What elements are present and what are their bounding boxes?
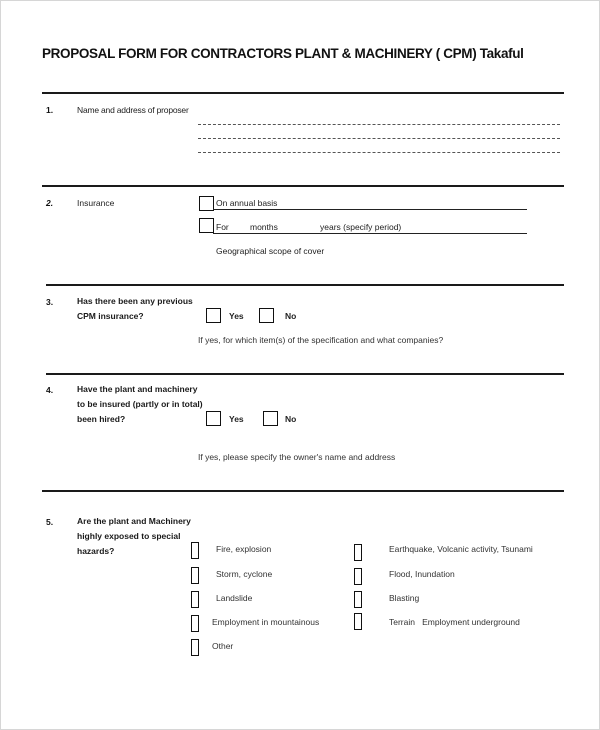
hazard-underground-checkbox[interactable]	[354, 613, 362, 630]
hazard-flood-checkbox[interactable]	[354, 568, 362, 585]
section-5-question-line-3: hazards?	[77, 546, 115, 556]
section-4-number: 4.	[46, 385, 54, 395]
period-underline[interactable]	[213, 233, 527, 234]
hazard-flood-label: Flood, Inundation	[389, 569, 455, 579]
section-3-number: 3.	[46, 297, 54, 307]
hired-no-label: No	[285, 414, 297, 424]
section-3-question-line-1: Has there been any previous	[77, 296, 193, 306]
section-divider	[42, 490, 564, 492]
proposer-address-line-2[interactable]	[198, 138, 560, 139]
proposer-address-line-1[interactable]	[198, 124, 560, 125]
section-4-question-line-3: been hired?	[77, 414, 126, 424]
proposer-address-line-3[interactable]	[198, 152, 560, 153]
hazard-blasting-label: Blasting	[389, 593, 420, 603]
section-divider	[42, 185, 564, 187]
section-divider	[46, 373, 564, 375]
hazard-blasting-checkbox[interactable]	[354, 591, 362, 608]
previous-cpm-no-checkbox[interactable]	[259, 308, 274, 323]
hazard-landslide-checkbox[interactable]	[191, 591, 199, 608]
hazard-earthquake-checkbox[interactable]	[354, 544, 362, 561]
section-5-question-line-2: highly exposed to special	[77, 531, 181, 541]
annual-basis-checkbox[interactable]	[199, 196, 214, 211]
annual-basis-label: On annual basis	[216, 198, 278, 208]
hazard-storm-label: Storm, cyclone	[216, 569, 273, 579]
hazard-other-checkbox[interactable]	[191, 639, 199, 656]
hazard-underground-label: Terrain Employment underground	[389, 617, 520, 627]
hired-yes-label: Yes	[229, 414, 244, 424]
section-divider	[42, 92, 564, 94]
previous-cpm-yes-label: Yes	[229, 311, 244, 321]
section-5-question-line-1: Are the plant and Machinery	[77, 516, 191, 526]
hired-no-checkbox[interactable]	[263, 411, 278, 426]
annual-basis-underline	[213, 209, 527, 210]
hired-owner-note: If yes, please specify the owner's name and address	[198, 452, 396, 462]
previous-cpm-no-label: No	[285, 311, 297, 321]
period-for-label: For	[216, 222, 229, 232]
document-title: PROPOSAL FORM FOR CONTRACTORS PLANT & MACHINERY ( CPM) Takaful	[42, 46, 524, 61]
previous-cpm-yes-checkbox[interactable]	[206, 308, 221, 323]
previous-cpm-note: If yes, for which item(s) of the specification and what companies?	[198, 335, 444, 345]
hazard-fire-label: Fire, explosion	[216, 544, 272, 554]
hazard-storm-checkbox[interactable]	[191, 567, 199, 584]
hazard-fire-checkbox[interactable]	[191, 542, 199, 559]
period-months-label: months	[250, 222, 278, 232]
section-divider	[46, 284, 564, 286]
section-3-question-line-2: CPM insurance?	[77, 311, 144, 321]
section-4-question-line-2: to be insured (partly or in total)	[77, 399, 203, 409]
hazard-landslide-label: Landslide	[216, 593, 253, 603]
period-years-label: years (specify period)	[320, 222, 402, 232]
hired-yes-checkbox[interactable]	[206, 411, 221, 426]
section-1-question: Name and address of proposer	[77, 105, 189, 115]
section-2-question: Insurance	[77, 198, 115, 208]
hazard-other-label: Other	[212, 641, 234, 651]
hazard-earthquake-label: Earthquake, Volcanic activity, Tsunami	[389, 544, 533, 554]
geographical-scope-label: Geographical scope of cover	[216, 246, 325, 256]
hazard-mountainous-checkbox[interactable]	[191, 615, 199, 632]
section-1-number: 1.	[46, 105, 54, 115]
period-checkbox[interactable]	[199, 218, 214, 233]
hazard-mountainous-label: Employment in mountainous	[212, 617, 320, 627]
section-5-number: 5.	[46, 517, 54, 527]
section-2-number: 2.	[46, 198, 54, 208]
section-4-question-line-1: Have the plant and machinery	[77, 384, 198, 394]
